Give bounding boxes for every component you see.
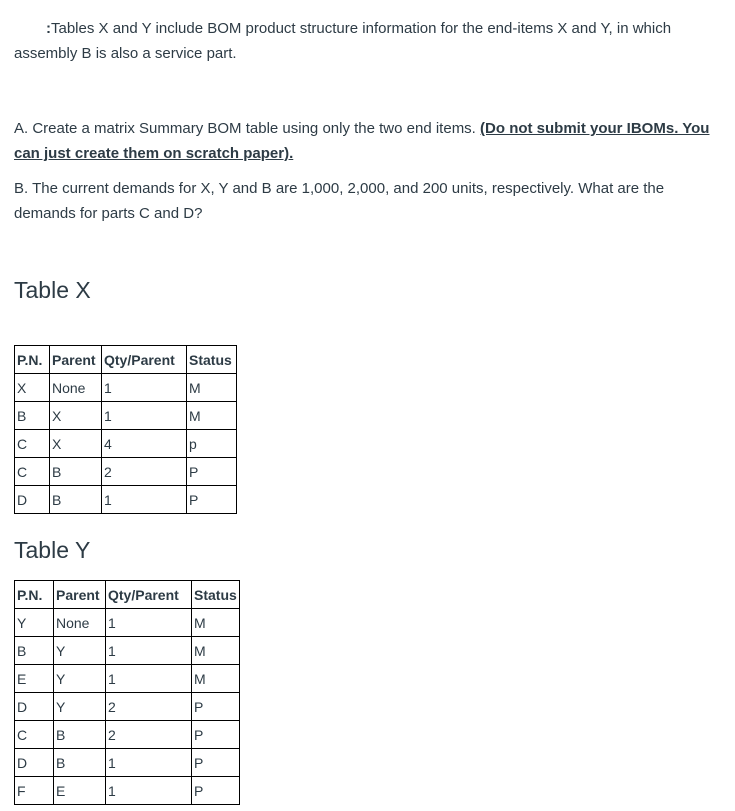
cell-qty: 2 — [102, 458, 187, 486]
cell-parent: Y — [54, 665, 106, 693]
cell-status: p — [187, 430, 237, 458]
cell-status: P — [187, 458, 237, 486]
cell-parent: B — [50, 486, 102, 514]
intro-colon: : — [46, 20, 51, 37]
table-y-title: Table Y — [14, 537, 91, 563]
table-y-header-parent: Parent — [54, 581, 106, 609]
cell-qty: 1 — [102, 402, 187, 430]
cell-parent: B — [50, 458, 102, 486]
cell-parent: None — [50, 374, 102, 402]
cell-qty: 1 — [106, 637, 192, 665]
table-x-header-parent: Parent — [50, 346, 102, 374]
cell-qty: 1 — [106, 609, 192, 637]
table-row — [15, 609, 240, 637]
cell-pn: E — [15, 665, 54, 693]
table-row — [15, 693, 240, 721]
cell-pn: B — [15, 402, 50, 430]
cell-pn: Y — [15, 609, 54, 637]
cell-pn: D — [15, 486, 50, 514]
question-b-text: B. The current demands for X, Y and B are 1,000, 2,000, and 200 units, respectively. What are the demands for parts C and D? — [14, 180, 665, 222]
table-row — [15, 637, 240, 665]
cell-status: P — [192, 721, 240, 749]
table-row — [15, 665, 240, 693]
table-y-header-pn: P.N. — [15, 581, 54, 609]
cell-status: M — [192, 665, 240, 693]
cell-parent: X — [50, 430, 102, 458]
table-y-header-row — [15, 581, 240, 609]
table-y-header-status: Status — [192, 581, 240, 609]
intro-text: Tables X and Y include BOM product structure information for the end-items X and Y, in which assembly B is also a service part. — [14, 20, 672, 62]
cell-qty: 1 — [102, 486, 187, 514]
cell-parent: None — [54, 609, 106, 637]
cell-pn: C — [15, 721, 54, 749]
table-x-header-qty: Qty/Parent — [102, 346, 187, 374]
cell-status: P — [192, 777, 240, 805]
cell-status: M — [192, 609, 240, 637]
cell-pn: C — [15, 458, 50, 486]
cell-status: M — [187, 374, 237, 402]
cell-qty: 4 — [102, 430, 187, 458]
question-a-emphasis: (Do not submit your IBOMs. You can just create them on scratch paper). — [14, 120, 710, 162]
cell-parent: Y — [54, 693, 106, 721]
cell-qty: 1 — [102, 374, 187, 402]
cell-parent: X — [50, 402, 102, 430]
cell-status: M — [192, 637, 240, 665]
question-a — [14, 116, 726, 166]
table-x-title: Table X — [14, 277, 91, 303]
table-x-header-row — [15, 346, 237, 374]
table-row — [15, 749, 240, 777]
cell-status: P — [192, 693, 240, 721]
table-x-header-status: Status — [187, 346, 237, 374]
cell-pn: X — [15, 374, 50, 402]
cell-parent: Y — [54, 637, 106, 665]
question-b — [14, 176, 726, 226]
intro-paragraph — [14, 16, 726, 66]
cell-pn: B — [15, 637, 54, 665]
question-a-text: A. Create a matrix Summary BOM table using only the two end items. — [14, 120, 481, 137]
cell-pn: C — [15, 430, 50, 458]
table-row — [15, 777, 240, 805]
cell-qty: 2 — [106, 693, 192, 721]
cell-parent: B — [54, 721, 106, 749]
table-row — [15, 458, 237, 486]
table-row — [15, 486, 237, 514]
cell-pn: D — [15, 693, 54, 721]
cell-status: P — [187, 486, 237, 514]
cell-qty: 1 — [106, 665, 192, 693]
cell-status: M — [187, 402, 237, 430]
table-row — [15, 430, 237, 458]
table-x-header-pn: P.N. — [15, 346, 50, 374]
cell-parent: E — [54, 777, 106, 805]
table-row — [15, 374, 237, 402]
table-row — [15, 721, 240, 749]
cell-pn: D — [15, 749, 54, 777]
cell-qty: 2 — [106, 721, 192, 749]
table-y — [14, 580, 240, 805]
cell-qty: 1 — [106, 749, 192, 777]
table-x — [14, 345, 237, 514]
table-y-header-qty: Qty/Parent — [106, 581, 192, 609]
cell-qty: 1 — [106, 777, 192, 805]
cell-pn: F — [15, 777, 54, 805]
cell-parent: B — [54, 749, 106, 777]
cell-status: P — [192, 749, 240, 777]
table-row — [15, 402, 237, 430]
